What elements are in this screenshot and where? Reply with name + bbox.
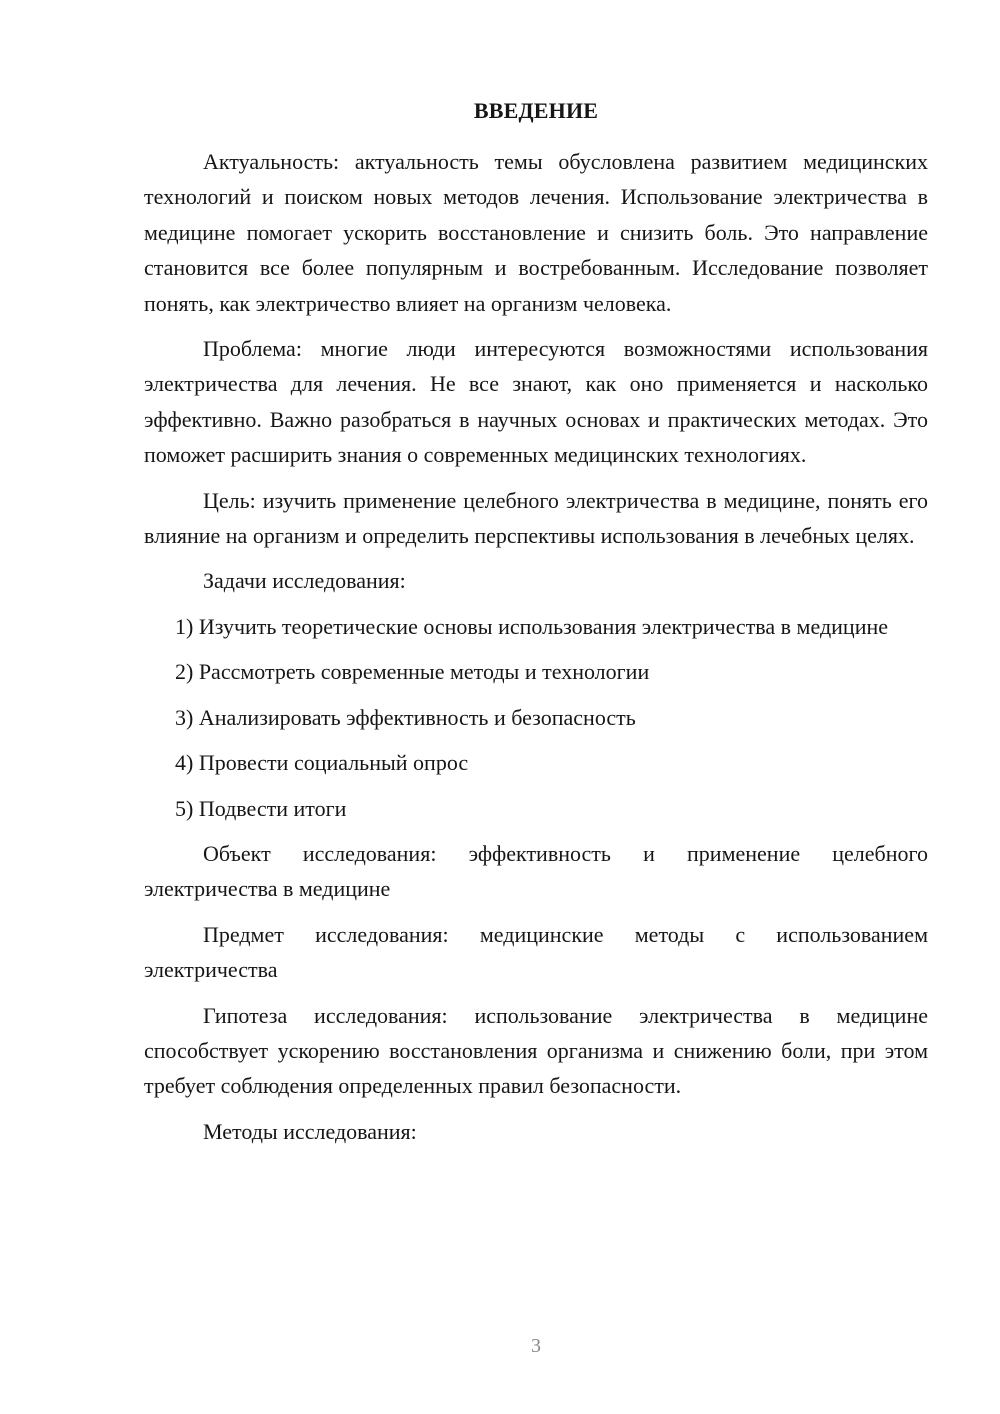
- methods-title: Методы исследования:: [203, 1118, 417, 1144]
- section-heading: ВВЕДЕНИЕ: [473, 98, 599, 123]
- task-item: 4) Провести социальный опрос: [175, 750, 469, 776]
- paragraph-goal: Цель: изучить применение целебного электричества в медицине, понять его влияние на организм и определить перспективы использования в лечебных целях.: [144, 487, 928, 549]
- page-content: [144, 96, 928, 1159]
- paragraph-object: Объект исследования: эффективность и применение целебного электричества в медицине: [144, 840, 928, 902]
- task-item: 2) Рассмотреть современные методы и технологии: [175, 659, 650, 685]
- paragraph-problem: Проблема: многие люди интересуются возможностями использования электричества для лечения. Не все знают, как оно применяется и насколько эффективно. Важно разобраться в научных основах и практических методах. Это поможет расширить знания о современных медицинских технологиях.: [144, 336, 928, 468]
- tasks-title: Задачи исследования:: [203, 568, 406, 594]
- tasks-list: [144, 609, 928, 826]
- paragraph-relevance: Актуальность: актуальность темы обусловлена развитием медицинских технологий и поиском новых методов лечения. Использование электричества в медицине помогает ускорить восстановление и снизить боль. Это направление становится все более популярным и востребованным. Исследование позволяет понять, как электричество влияет на организм человека.: [144, 149, 928, 316]
- paragraph-hypothesis: Гипотеза исследования: использование электричества в медицине способствует ускорению восстановления организма и снижению боли, при этом требует соблюдения определенных правил безопасности.: [144, 1002, 928, 1099]
- paragraph-subject: Предмет исследования: медицинские методы с использованием электричества: [144, 921, 928, 983]
- task-item: 5) Подвести итоги: [175, 795, 347, 821]
- page-number: 3: [531, 1335, 541, 1357]
- task-item: 1) Изучить теоретические основы использования электричества в медицине: [175, 613, 889, 639]
- task-item: 3) Анализировать эффективность и безопасность: [175, 704, 636, 730]
